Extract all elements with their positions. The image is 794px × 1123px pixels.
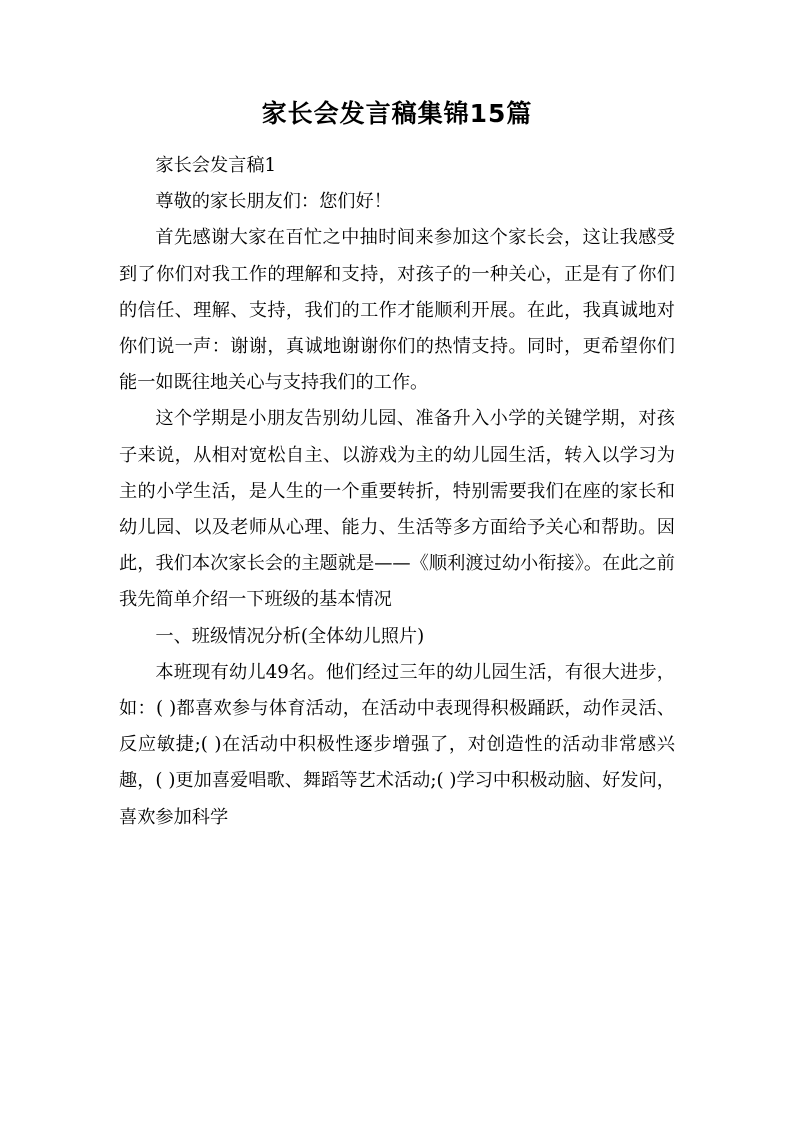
- document-title: 家长会发言稿集锦15篇: [261, 99, 533, 128]
- subsection-heading: 一、班级情况分析(全体幼儿照片): [155, 625, 425, 647]
- section-heading: 家长会发言稿1: [155, 155, 277, 176]
- paragraph: 首先感谢大家在百忙之中抽时间来参加这个家长会，这让我感受到了你们对我工作的理解和支持，对孩子的一种关心，正是有了你们的信任、理解、支持，我们的工作才能顺利开展。在此，我真诚地对你们说一声：谢谢，真诚地谢谢你们的热情支持。同时，更希望你们能一如既往地关心与支持我们的工作。: [119, 227, 675, 394]
- salutation: 尊敬的家长朋友们：您们好！: [155, 191, 392, 213]
- document-body: [119, 148, 675, 836]
- paragraph: 本班现有幼儿49名。他们经过三年的幼儿园生活，有很大进步，如：( )都喜欢参与体育活动，在活动中表现得积极踊跃，动作灵活、反应敏捷;( )在活动中积极性逐步增强了，对创造性的活动非常感兴趣，( )更加喜爱唱歌、舞蹈等艺术活动;( )学习中积极动脑、好发问，喜欢参加科学: [119, 661, 675, 828]
- paragraph: 这个学期是小朋友告别幼儿园、准备升入小学的关键学期，对孩子来说，从相对宽松自主、以游戏为主的幼儿园生活，转入以学习为主的小学生活，是人生的一个重要转折，特别需要我们在座的家长和幼儿园、以及老师从心理、能力、生活等多方面给予关心和帮助。因此，我们本次家长会的主题就是——《顺利渡过幼小衔接》。在此之前我先简单介绍一下班级的基本情况: [119, 408, 675, 611]
